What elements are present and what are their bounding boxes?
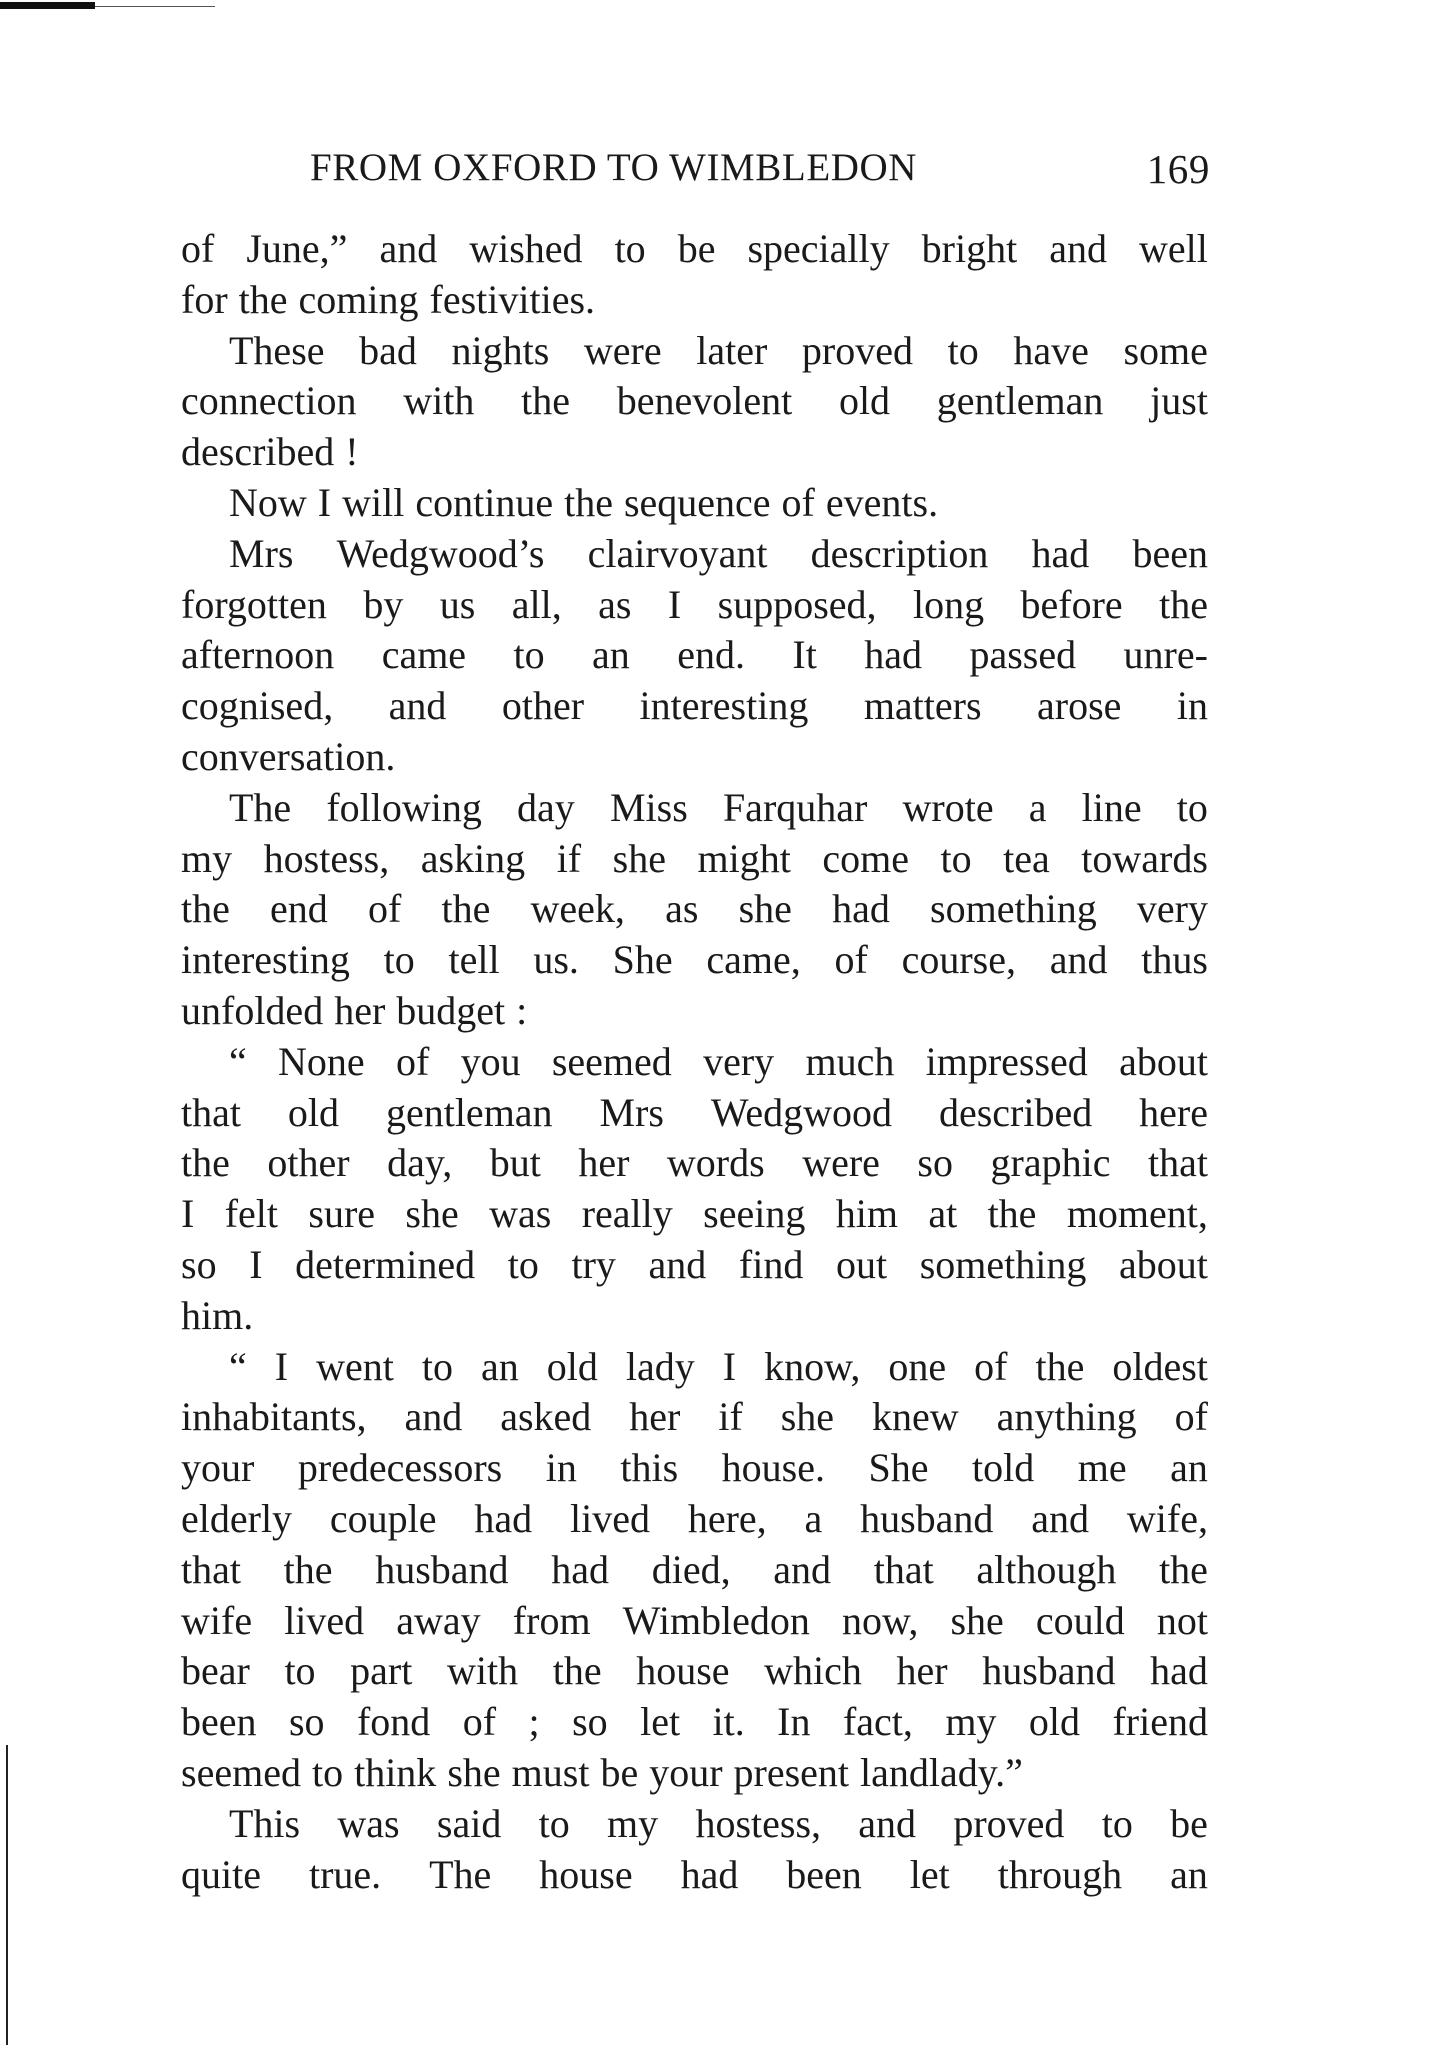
text-line: quite true. The house had been let through an (181, 1851, 1208, 1897)
text-line: “ I went to an old lady I know, one of the oldest (229, 1343, 1208, 1389)
text-line: connection with the benevolent old gentleman just (181, 378, 1208, 424)
text-line: The following day Miss Farquhar wrote a line to (229, 784, 1208, 830)
running-head (180, 145, 1210, 195)
text-line: your predecessors in this house. She told me an (181, 1445, 1208, 1491)
text-line: afternoon came to an end. It had passed unre- (181, 632, 1208, 678)
text-line: my hostess, asking if she might come to tea towards (181, 835, 1208, 881)
text-line: These bad nights were later proved to have some (229, 327, 1208, 373)
text-line: that the husband had died, and that although the (181, 1546, 1208, 1592)
text-line: “ None of you seemed very much impressed about (229, 1038, 1208, 1084)
text-line: conversation. (181, 733, 396, 779)
text-line: elderly couple had lived here, a husband and wife, (181, 1495, 1208, 1541)
text-line: of June,” and wished to be specially bright and well (181, 226, 1208, 271)
text-line: cognised, and other interesting matters arose in (181, 683, 1208, 729)
text-line: unfolded her budget : (181, 987, 528, 1033)
text-line: This was said to my hostess, and proved to be (229, 1800, 1208, 1846)
text-line: I felt sure she was really seeing him at the moment, (181, 1191, 1208, 1237)
text-line: been so fond of ; so let it. In fact, my old friend (181, 1699, 1208, 1745)
text-line: inhabitants, and asked her if she knew anything of (181, 1394, 1208, 1440)
text-line: forgotten by us all, as I supposed, long before the (181, 581, 1208, 627)
text-line: wife lived away from Wimbledon now, she could not (181, 1597, 1208, 1643)
text-line: described ! (181, 429, 359, 475)
text-line: Now I will continue the sequence of events. (229, 479, 939, 525)
body-text (181, 224, 1208, 1900)
text-line: bear to part with the house which her husband had (181, 1648, 1208, 1694)
text-line: that old gentleman Mrs Wedgwood described here (181, 1089, 1208, 1135)
text-line: seemed to think she must be your present landlady.” (181, 1749, 1023, 1795)
scan-corner-mark (0, 2, 95, 9)
text-line: the other day, but her words were so graphic that (181, 1140, 1208, 1186)
page-number: 169 (1146, 146, 1210, 192)
text-line: for the coming festivities. (181, 276, 596, 322)
scan-corner-line (95, 6, 215, 7)
text-line: interesting to tell us. She came, of course, and thus (181, 937, 1208, 983)
text-line: him. (181, 1292, 254, 1338)
text-line: the end of the week, as she had something very (181, 886, 1208, 932)
text-line: Mrs Wedgwood’s clairvoyant description had been (229, 530, 1208, 576)
text-line: so I determined to try and find out something about (181, 1241, 1208, 1287)
scan-margin-rule (6, 1745, 8, 2045)
running-title: FROM OXFORD TO WIMBLEDON (310, 146, 918, 189)
